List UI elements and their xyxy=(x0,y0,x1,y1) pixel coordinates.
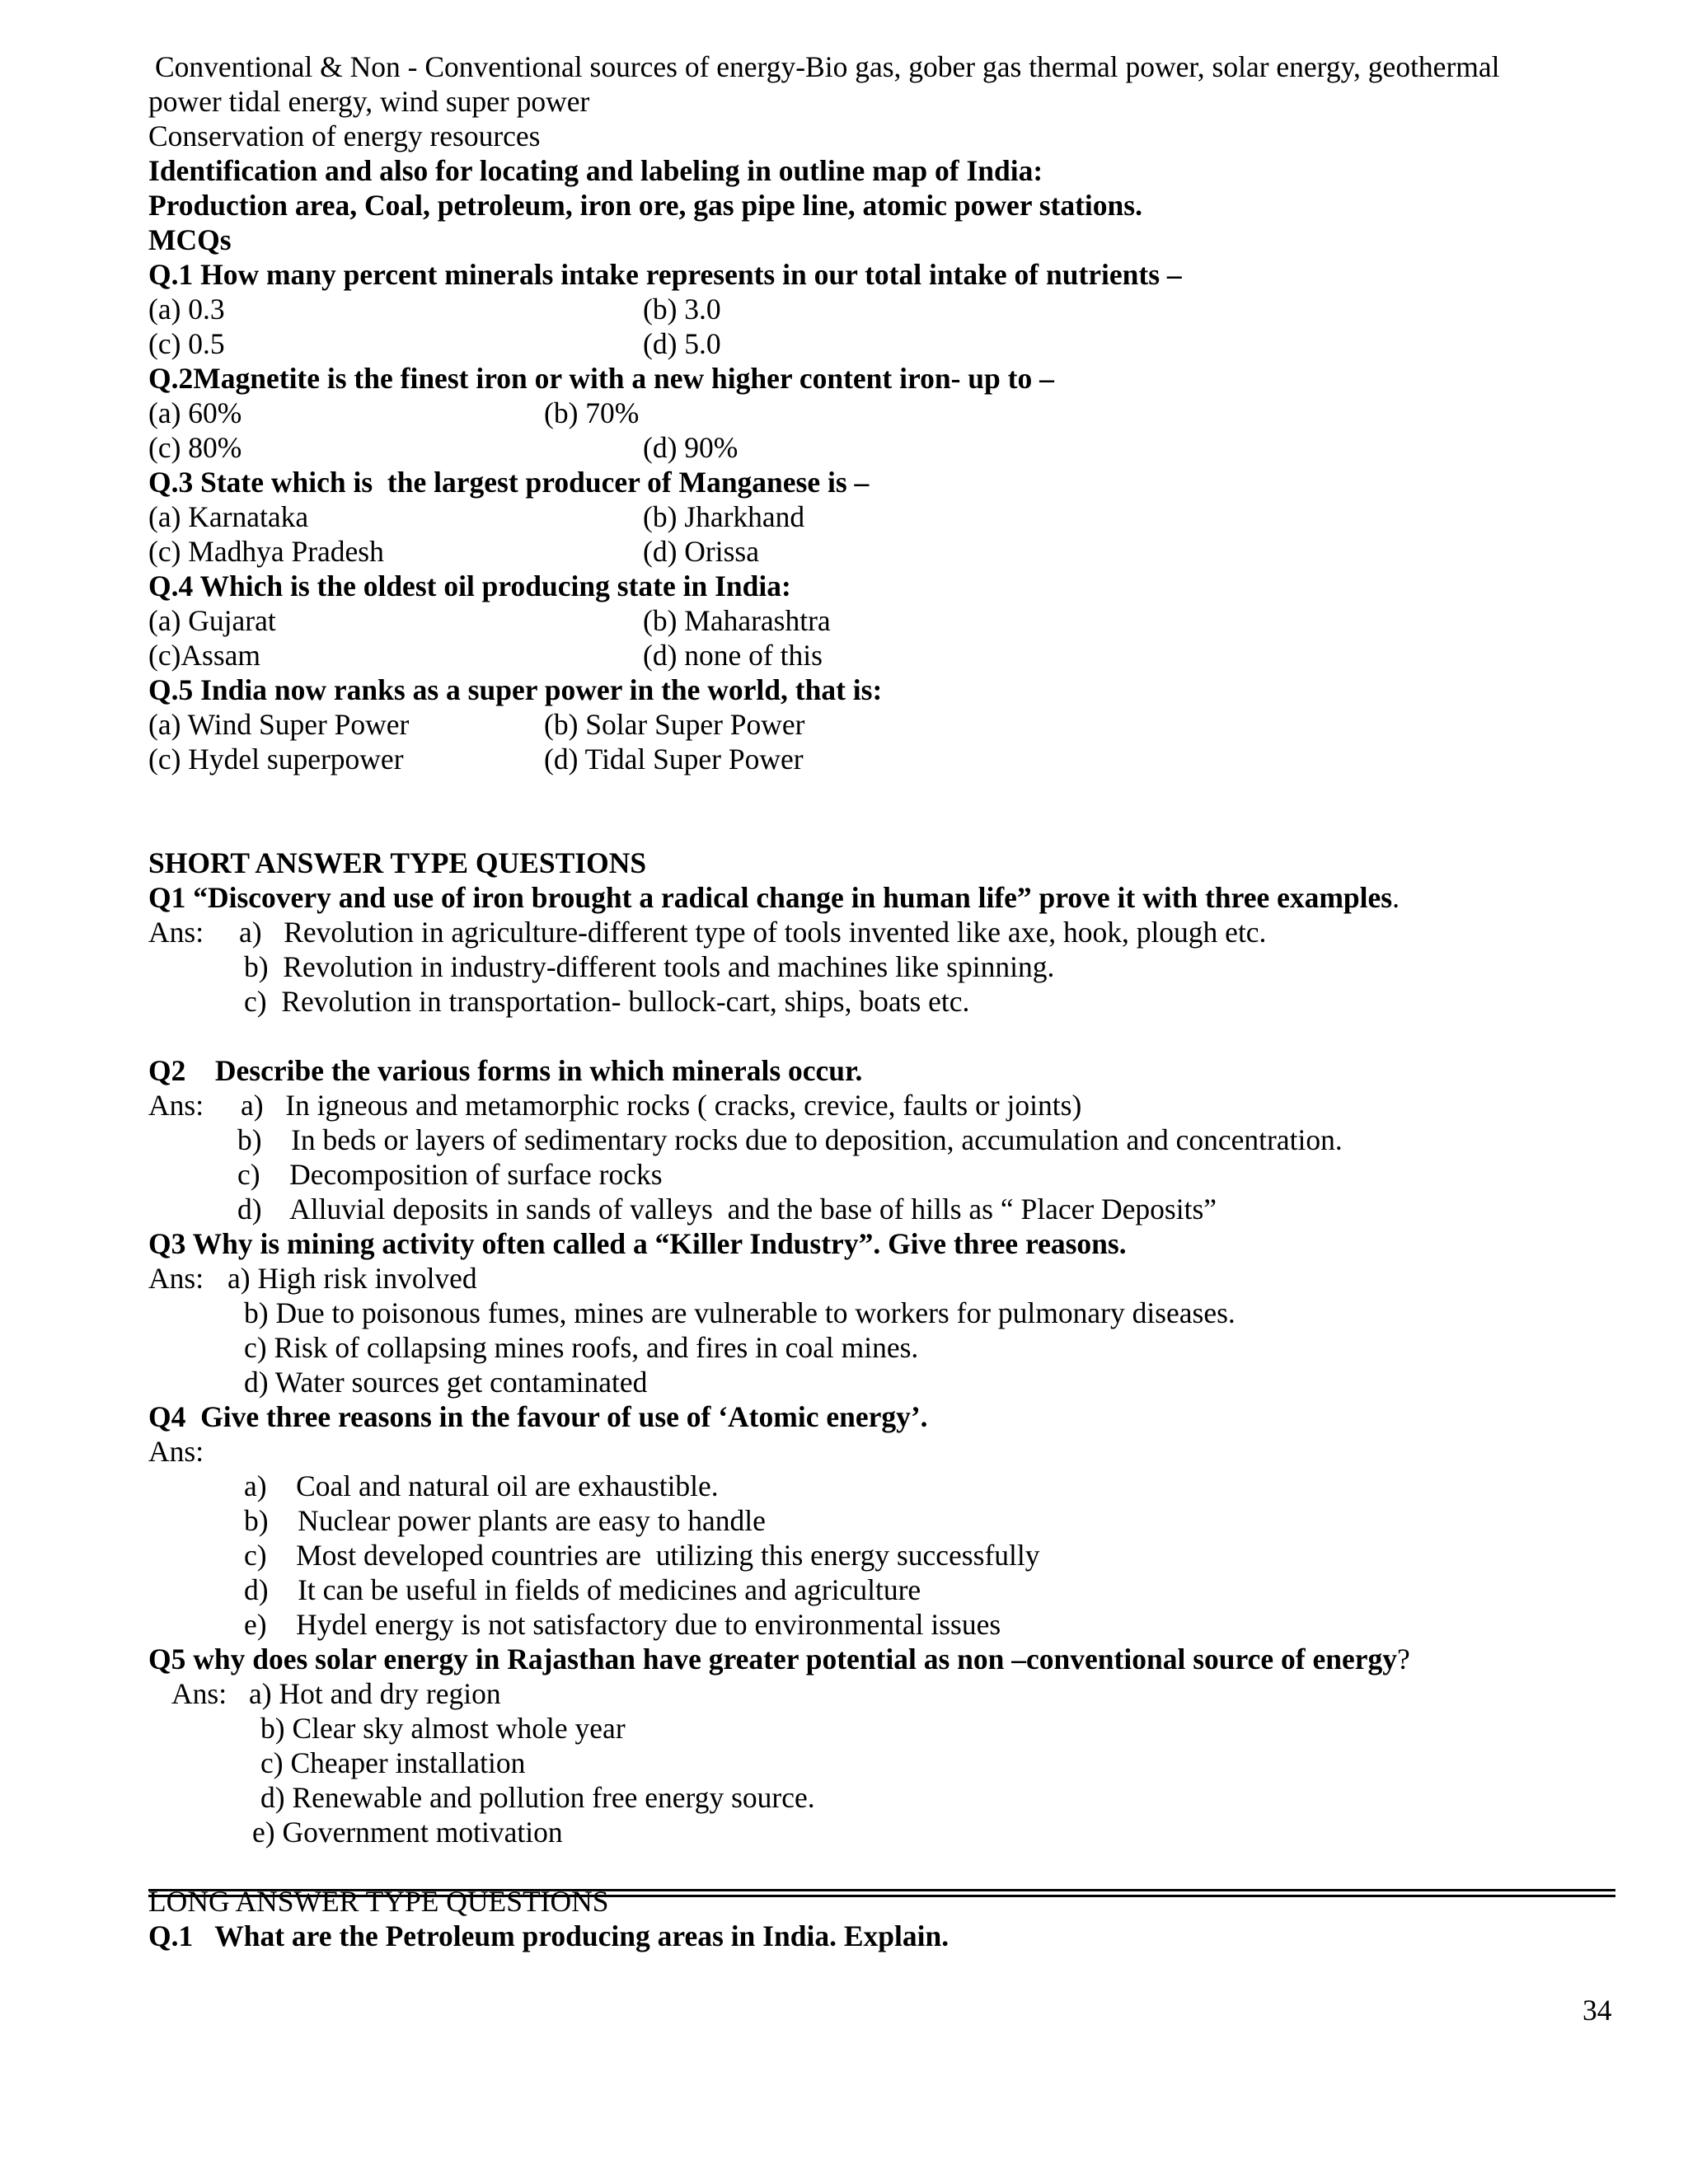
mcq-2-option-c: (c) 80% xyxy=(148,431,242,464)
short-question-2: Q2 Describe the various forms in which minerals occur. xyxy=(148,1054,863,1087)
short-5-answer-d: d) Renewable and pollution free energy source. xyxy=(260,1781,815,1814)
short-5-answer-c: c) Cheaper installation xyxy=(260,1746,526,1779)
short-2-ans-label: Ans: xyxy=(148,1089,204,1122)
short-2-answer-d: d) Alluvial deposits in sands of valleys and the base of hills as “ Placer Deposits” xyxy=(237,1193,1217,1226)
long-question-1: Q.1 What are the Petroleum producing areas in India. Explain. xyxy=(148,1919,950,1952)
short-5-answer-a: a) Hot and dry region xyxy=(249,1677,501,1710)
mcq-2-option-a: (a) 60% xyxy=(148,396,242,429)
mcq-heading: MCQs xyxy=(148,223,232,256)
short-question-5-end: ? xyxy=(1396,1643,1410,1675)
mcq-2-option-d: (d) 90% xyxy=(643,431,738,464)
short-5-answer-b: b) Clear sky almost whole year xyxy=(260,1712,626,1745)
short-4-answer-d: d) It can be useful in fields of medicines and agriculture xyxy=(244,1573,921,1606)
short-2-answer-c: c) Decomposition of surface rocks xyxy=(237,1158,663,1191)
short-question-3: Q3 Why is mining activity often called a “Killer Industry”. Give three reasons. xyxy=(148,1227,1127,1260)
short-2-answer-b: b) In beds or layers of sedimentary rocks due to deposition, accumulation and concentration. xyxy=(237,1123,1343,1156)
short-4-answer-b: b) Nuclear power plants are easy to handle xyxy=(244,1504,766,1537)
mcq-question-3: Q.3 State which is the largest producer of Manganese is – xyxy=(148,466,870,499)
mcq-4-option-d: (d) none of this xyxy=(643,639,823,672)
short-4-ans-label: Ans: xyxy=(148,1435,204,1468)
mcq-3-option-c: (c) Madhya Pradesh xyxy=(148,535,384,568)
mcq-1-option-b: (b) 3.0 xyxy=(643,293,721,326)
short-1-answer-b: b) Revolution in industry-different tools and machines like spinning. xyxy=(244,950,1055,983)
mcq-question-2: Q.2Magnetite is the finest iron or with a new higher content iron- up to – xyxy=(148,362,1054,395)
short-5-answer-e: e) Government motivation xyxy=(252,1816,563,1849)
mcq-3-option-d: (d) Orissa xyxy=(643,535,759,568)
short-2-answer-a: a) In igneous and metamorphic rocks ( cracks, crevice, faults or joints) xyxy=(241,1089,1082,1122)
short-question-5 xyxy=(148,1642,1410,1676)
short-3-answer-c: c) Risk of collapsing mines roofs, and fires in coal mines. xyxy=(244,1331,919,1364)
mcq-5-option-b: (b) Solar Super Power xyxy=(544,708,805,741)
short-3-ans-label: Ans: xyxy=(148,1262,204,1295)
short-question-4: Q4 Give three reasons in the favour of use of ‘Atomic energy’. xyxy=(148,1400,928,1433)
short-3-answer-a: a) High risk involved xyxy=(227,1262,477,1295)
short-question-1 xyxy=(148,880,1400,915)
short-4-answer-e: e) Hydel energy is not satisfactory due to environmental issues xyxy=(244,1608,1001,1641)
short-4-answer-a: a) Coal and natural oil are exhaustible. xyxy=(244,1469,719,1502)
mcq-3-option-b: (b) Jharkhand xyxy=(643,500,805,533)
mcq-4-option-b: (b) Maharashtra xyxy=(643,604,831,637)
short-1-ans-label: Ans: xyxy=(148,916,204,949)
mcq-5-option-c: (c) Hydel superpower xyxy=(148,743,404,776)
map-items: Production area, Coal, petroleum, iron ore, gas pipe line, atomic power stations. xyxy=(148,189,1142,222)
short-question-1-end: . xyxy=(1392,881,1400,914)
conservation-line: Conservation of energy resources xyxy=(148,120,541,152)
map-heading: Identification and also for locating and labeling in outline map of India: xyxy=(148,154,1043,187)
mcq-3-option-a: (a) Karnataka xyxy=(148,500,309,533)
mcq-2-option-b: (b) 70% xyxy=(544,396,640,429)
mcq-question-4: Q.4 Which is the oldest oil producing state in India: xyxy=(148,569,791,602)
mcq-5-option-a: (a) Wind Super Power xyxy=(148,708,410,741)
mcq-5-option-d: (d) Tidal Super Power xyxy=(544,743,804,776)
short-3-answer-b: b) Due to poisonous fumes, mines are vulnerable to workers for pulmonary diseases. xyxy=(244,1296,1236,1329)
short-4-answer-c: c) Most developed countries are utilizing this energy successfully xyxy=(244,1539,1040,1572)
short-1-answer-a: a) Revolution in agriculture-different type of tools invented like axe, hook, plough etc. xyxy=(239,916,1267,949)
mcq-4-option-c: (c)Assam xyxy=(148,639,261,672)
mcq-question-5: Q.5 India now ranks as a super power in the world, that is: xyxy=(148,673,883,706)
short-1-answer-c: c) Revolution in transportation- bullock-cart, ships, boats etc. xyxy=(244,985,970,1018)
short-5-ans-label: Ans: xyxy=(171,1677,227,1710)
mcq-1-option-d: (d) 5.0 xyxy=(643,327,721,360)
mcq-1-option-c: (c) 0.5 xyxy=(148,327,225,360)
short-3-answer-d: d) Water sources get contaminated xyxy=(244,1366,648,1399)
short-question-1-text: Q1 “Discovery and use of iron brought a radical change in human life” prove it with three examples xyxy=(148,881,1393,914)
energy-sources-line-1: Conventional & Non - Conventional sources of energy-Bio gas, gober gas thermal power, solar energy, geothermal xyxy=(155,50,1500,83)
mcq-4-option-a: (a) Gujarat xyxy=(148,604,276,637)
short-question-5-text: Q5 why does solar energy in Rajasthan have greater potential as non –conventional source of energy xyxy=(148,1643,1397,1675)
mcq-1-option-a: (a) 0.3 xyxy=(148,293,225,326)
long-answer-heading: LONG ANSWER TYPE QUESTIONS xyxy=(148,1885,609,1918)
mcq-question-1: Q.1 How many percent minerals intake represents in our total intake of nutrients – xyxy=(148,258,1182,291)
short-answer-heading: SHORT ANSWER TYPE QUESTIONS xyxy=(148,846,647,879)
page-number: 34 xyxy=(1582,1994,1612,2027)
energy-sources-line-2: power tidal energy, wind super power xyxy=(148,85,590,118)
